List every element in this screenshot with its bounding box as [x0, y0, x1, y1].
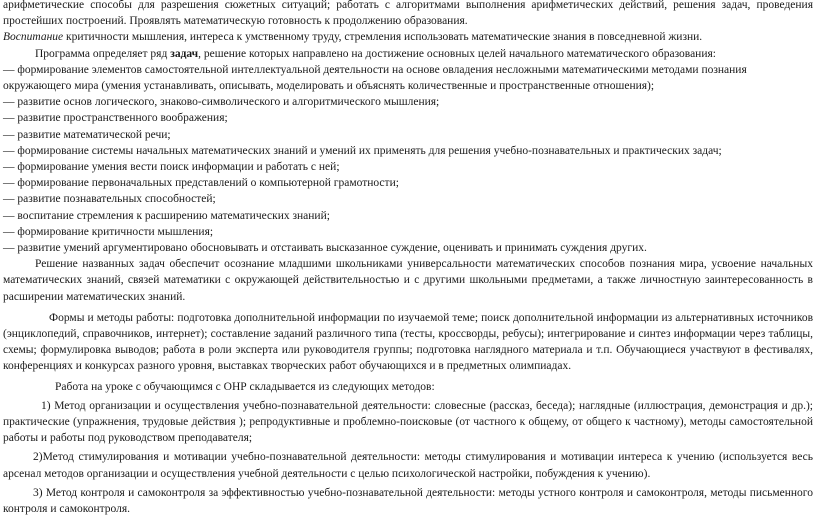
- goal-item: — развитие математической речи;: [3, 128, 171, 141]
- goal-item: — развитие умений аргументировано обосновывать и отстаивать высказанное суждение, оценивать и принимать суждения других.: [3, 242, 647, 255]
- method-2-paragraph: 2)Метод стимулирования и мотивации учебно-познавательной деятельности: методы стимулирования и мотивации интереса к учению (используется весь арсенал методов организации и осуществления учебной деятельности с целью психологической настройки, побуждения к учению).: [3, 451, 813, 480]
- forms-paragraph: Формы и методы работы: подготовка дополнительной информации по изучаемой теме; поиск дополнительной информации из альтернативных источников (энциклопедий, справочников, интернет); составление заданий различного типа (тесты, кроссворды, ребусы); интегрирование и синтез информации через таблицы, схемы; формулировка выводов; работа в роли эксперта или руководителя группы; подготовка наглядного материала и т.п. Обучающиеся участвуют в фестивалях, конференциях и конкурсах разного уровня, выставках творческих работ обучающихся и в предметных олимпиадах.: [3, 311, 813, 373]
- intro-paragraph: арифметические способы для разрешения сюжетных ситуаций; работать с алгоритмами выполнения арифметических действий, решения задач, проведения простейших построений. Проявлять математическую готовность к продолжению образования.: [3, 0, 813, 28]
- education-paragraph: [3, 29, 813, 45]
- program-paragraph: [3, 46, 813, 62]
- program-before: Программа определяет ряд: [35, 47, 171, 60]
- goal-item: — формирование критичности мышления;: [3, 225, 214, 238]
- solution-paragraph: Решение названных задач обеспечит осознание младшими школьниками универсальности математических способов познания мира, усвоение начальных математических знаний, связей математики с окружающей действительностью и с другими школьными предметами, а также личностную заинтересованность в расширении математических знаний.: [3, 258, 813, 303]
- goal-item: — формирование системы начальных математических знаний и умений их применять для решения учебно-познавательных и практических задач;: [3, 144, 722, 157]
- goal-item: — развитие познавательных способностей;: [3, 193, 216, 206]
- program-bold-word: задач: [170, 47, 199, 60]
- method-1-paragraph: 1) Метод организации и осуществления учебно-познавательной деятельности: словесные (рассказ, беседа); наглядные (иллюстрация, демонстрация и др.); практические (упражнения, трудовые действия ); репродуктивные и проблемно-поисковые (от частного к общему, от общего к частному), методы самостоятельной работы и работы под руководством преподавателя;: [3, 399, 813, 445]
- goal-item: — формирование первоначальных представлений о компьютерной грамотности;: [3, 177, 399, 190]
- goal-item: — воспитание стремления к расширению математических знаний;: [3, 209, 330, 222]
- goal-item: — развитие основ логического, знаково-символического и алгоритмического мышления;: [3, 96, 440, 109]
- goals-list: [3, 62, 813, 256]
- education-text: критичности мышления, интереса к умственному труду, стремления использовать математические знания в повседневной жизни.: [63, 31, 703, 44]
- program-after: , решение которых направлено на достижение основных целей начального математического образования:: [198, 47, 716, 60]
- goal-item: — формирование элементов самостоятельной интеллектуальной деятельности на основе овладения несложными математическими методами познания окружающего мира (умения устанавливать, описывать, моделировать и объяснять количественные и пространственные отношения);: [3, 63, 747, 93]
- education-label: Воспитание: [3, 31, 64, 44]
- method-3-paragraph: 3) Метод контроля и самоконтроля за эффективностью учебно-познавательной деятельности: методы устного контроля и самоконтроля, методы письменного контроля и самоконтроля.: [3, 486, 813, 516]
- goal-item: — формирование умения вести поиск информации и работать с ней;: [3, 161, 340, 174]
- onr-paragraph: Работа на уроке с обучающимся с ОНР складывается из следующих методов:: [55, 380, 435, 393]
- goal-item: — развитие пространственного воображения;: [3, 112, 228, 125]
